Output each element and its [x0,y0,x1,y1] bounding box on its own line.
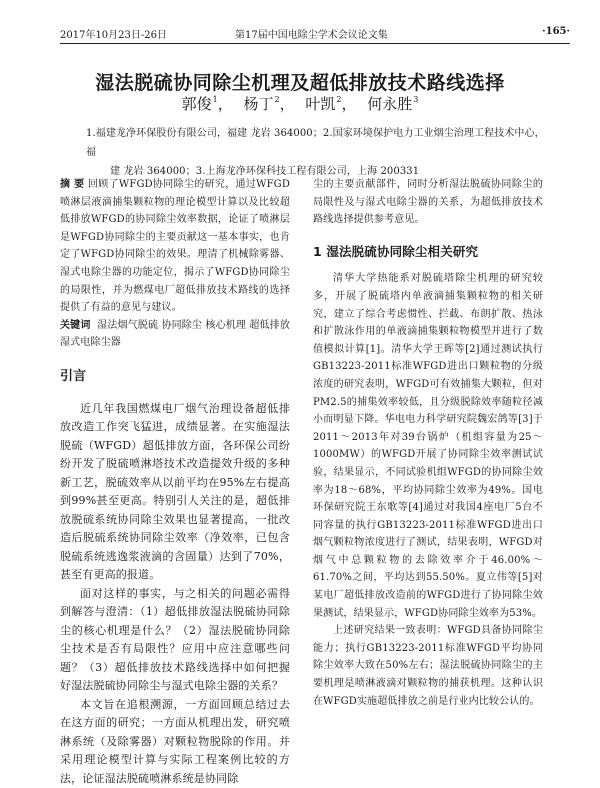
abstract [60,176,290,317]
author: 郭俊$^1$ [181,95,218,113]
abstract-label: 摘 要 [60,179,85,190]
affiliation-line: 1.福建龙净环保股份有限公司，福建 龙岩 364000；2.国家环境保护电力工业烟尘治理工程技术中心，福 [86,128,545,158]
keywords-text: 湿法烟气脱硫 协同除尘 核心机理 超低排放 湿式电除尘器 [60,319,291,349]
intro-heading: 引言 [60,368,87,384]
paragraph: 面对这样的事实，与之相关的问题必需得到解答与澄清：（1）超低排放湿法脱硫协同除尘的核心机理是什么？（2）湿法脱硫协同除尘技术是否有局限性？应用中应注意哪些问题？（3）超低排放技术路线选择中如何把握好湿法脱硫协同除尘与湿式电除尘器的关系？ [60,586,290,693]
affiliations [86,124,546,181]
header-page-number: ·165· [542,26,570,37]
paragraph: 尘的主要贡献部件，同时分析湿法脱硫协同除尘的局限性及与湿式电除尘器的关系，为超低排放技术路线选择提供参考意见。 [313,179,543,226]
section-heading: 1 湿法脱硫协同除尘相关研究 [313,243,479,259]
author: 杨丁$^2$ [243,95,280,113]
paragraph: 本文旨在追根溯源，一方面回顾总结过去在这方面的研究；一方面从机理出发，研究喷淋系统（及除雾器）对颗粒物脱除的作用。并采用理论模型计算与实际工程案例比较的方法，论证湿法脱硫喷淋系统是协同除 [60,697,290,785]
paragraph: 清华大学热能系对脱硫塔除尘机理的研究较多，开展了脱硫塔内单液滴捕集颗粒物的相关研究，建立了综合考虑惯性、拦截、布朗扩散、热泳和扩散泳作用的单液滴捕集颗粒物模型并进行了数值模拟计算[1]。清华大学王晖等[2]通过测试执行GB13223-2011标准WFGD进出口颗粒物的分级浓度的研究表明，WFGD可有效捕集大颗粒，但对PM2.5的捕集效率较低，且分级脱除效率随粒径减小而明显下降。华电电力科学研究院魏宏鸽等[3]于2011～2013年对39台锅炉（机组容量为25～1000MW）的WFGD开展了协同除尘效率测试试验，结果显示，不同试验机组WFGD的协同除尘效率为18～68%，平均协同除尘效率为49%。国电环保研究院王东歌等[4]通过对我国4座电厂5台不同容量的执行GB13223-2011标准WFGD进出口烟气颗粒物浓度进行了测试，结果表明，WFGD对烟气中总颗粒物的去除效率介于46.00%～61.70%之间，平均达到55.50%。夏立伟等[5]对某电厂超低排放改造前的WFGD进行了协同除尘效果测试，结果显示，WFGD协同除尘效率为53%。 [313,273,543,619]
right-column [313,176,543,710]
author: 何永胜$^3$ [367,95,419,113]
left-column [60,176,290,788]
paragraph: 上述研究结果一致表明：WFGD具备协同除尘能力；执行GB13223-2011标准WFGD平均协同除尘效率大致在50%左右；湿法脱硫协同除尘的主要机理是喷淋液滴对颗粒物的捕获机理。这种认识在WFGD实施超低排放之前是行业内比较公认的。 [313,625,543,707]
paper-title: 湿法脱硫协同除尘机理及超低排放技术路线选择 [95,72,505,94]
keywords [60,317,290,352]
author: 叶凯$^2$ [305,95,342,113]
keywords-label: 关键词 [60,319,91,331]
author-list: 郭俊$^1$， 杨丁$^2$， 叶凯$^2$， 何永胜$^3$ [181,95,419,113]
header-proceedings-title: 第17届中国电除尘学术会议论文集 [235,30,388,41]
running-header [60,26,570,44]
paragraph: 近几年我国燃煤电厂烟气治理设备超低排放改造工作突飞猛进，成绩显著。在实施湿法脱硫（WFGD）超低排放方面，各环保公司纷纷开发了脱硫喷淋塔技术改造提效升级的多种新工艺，脱硫效率从以前平均在95%左右提高到99%甚至更高。特别引人关注的是，超低排放脱硫系统协同除尘效果也显著提高，一批改造后脱硫系统协同除尘效率（净效率，已包含脱硫系统逃逸浆液滴的含固量）达到了70%，甚至有更高的报道。 [60,401,290,582]
abstract-text: 回顾了WFGD协同除尘的研究，通过WFGD喷淋层液滴捕集颗粒物的理论模型计算以及比较超低排放WFGD的协同除尘效率数据，论证了喷淋层是WFGD协同除尘的主要贡献这一基本事实，也肯定了WFGD协同除尘的效果。理清了机械除雾器、湿式电除尘器的功能定位，揭示了WFGD协同除尘的局限性，并为燃煤电厂超低排放技术路线的选择提供了有益的意见与建议。 [60,179,290,314]
header-date: 2017年10月23日-26日 [60,30,168,41]
affiliation-line: 建 龙岩 364000；3.上海龙净环保科技工程有限公司，上海 200331 [110,166,420,177]
